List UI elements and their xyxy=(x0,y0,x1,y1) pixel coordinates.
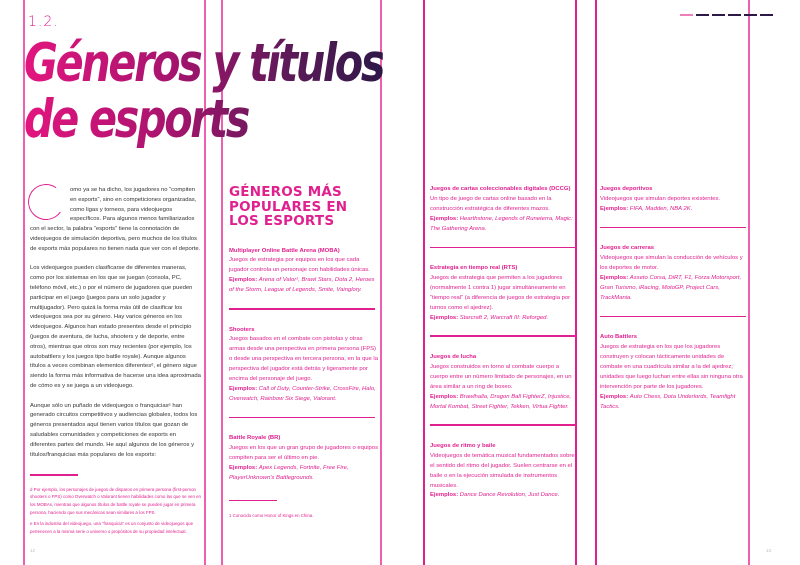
dropcap-c-icon xyxy=(25,181,67,223)
divider xyxy=(600,227,746,229)
page-number-right: 13 xyxy=(766,548,772,553)
divider xyxy=(600,316,746,318)
genre-entry-auto-battlers: Auto Battlers Juegos de estrategia en los que los jugadores construyen y colocan tácticamente unidades de combate en una cuadrícula similar a la del ajedrez; unidades que luego luchan entre ellas sin ninguna otra intervención por parte de los jugadores. Ejemplos: Auto Chess, Dota Underlords, Teamfight Tactics. xyxy=(600,334,743,410)
intro-paragraph: omo ya se ha dicho, los jugadores no “compiten en esports”, sino en competiciones organizadas, como ligas y torneos, para videojuegos específicos. Para algunos menos familiarizados con el sector, la palabra “esports” tiene la connotación de videojuegos de simulación deportiva, pero muchos de los títulos de esports más populares no tienen nada que ver con el deporte. xyxy=(30,186,202,255)
footnote-e: e En la industria del videojuego, una “franquicia” es un conjunto de videojuegos que pertenecen a la misma serie o universo o propósitos de su propiedad intelectual. xyxy=(30,521,194,534)
intro-paragraph: Los videojuegos pueden clasificarse de diferentes maneras, como por los sistemas en los que se juegan (consola, PC, teléfono móvil, etc.) o por el número de jugadores que pueden participar en el juego (juegos para un solo jugador y multijugador). Pero quizá la forma más útil de clasificar los videojuegos sea por su género. Hay varios géneros en los videojuegos. Algunos han estado presentes desde el principio (juegos de aventura, de lucha, shooters y de deporte, entre otros), mientras que otros son muy recientes (por ejemplo, los autobattlers y los juegos tipo battle royale). Aunque algunos títulos a veces combinan elementos diferentesᵈ, el género sigue siendo la forma más informativa de hacerse una idea aproximada de cómo es y se juega a un videojuego. xyxy=(30,265,201,389)
genres-column-2 xyxy=(430,185,578,501)
genre-entry-fighting: Juegos de lucha Juegos construidos en torno al combate cuerpo a cuerpo entre un número limitado de personajes, en un área similar a un ring de boxeo. Ejemplos: Brawlhalla, Dragon Ball FighterZ, Injustice, Mortal Kombat, Street Fighter, Tekken, Virtua Fighter. xyxy=(430,353,572,410)
genres-column-1 xyxy=(229,185,379,521)
decorative-dashes xyxy=(680,14,773,16)
divider xyxy=(430,424,576,426)
divider xyxy=(430,247,576,249)
genre-entry-shooters: Shooters Juegos basados en el combate con pistolas y otras armas desde una perspectiva en primera persona (FPS) o desde una perspectiva en tercera persona, en la que la perspectiva del jugador está detrás y ligeramente por encima del personaje del juego. Ejemplos: Call of Duty, Counter-Strike, CrossFire, Halo, Overwatch, Rainbow Six Siege, Valorant. xyxy=(229,326,379,402)
guide-line xyxy=(748,0,750,565)
intro-column xyxy=(30,186,202,539)
divider xyxy=(229,308,375,310)
divider xyxy=(229,417,375,419)
intro-paragraph: Aunque sólo un puñado de videojuegos o franquiciasᵉ han generado circuitos competitivos y audiencias globales, todos los géneros presentados aquí tienen varios títulos que gozan de saludables comunidades y competiciones de esports en diferentes partes del mundo. He aquí algunos de los géneros y títulos/franquicias más populares de los esports: xyxy=(30,402,198,458)
genre-entry-rhythm: Juegos de ritmo y baile Videojuegos de temática musical fundamentados sobre el sentido del ritmo del jugador. Suelen centrarse en el baile o en la ejecución simulada de instrumentos musicales. Ejemplos: Dance Dance Revolution, Just Dance. xyxy=(430,442,575,499)
genre-entry-sports: Juegos deportivos Videojuegos que simulan deportes existentes. Ejemplos: FIFA, Madden, NBA 2K. xyxy=(600,186,721,212)
genre-entry-dccg: Juegos de cartas coleccionables digitales (DCCG) Un tipo de juego de cartas online basado en la construcción estratégica de diferentes mazos. Ejemplos: Hearthstone, Legends of Runeterra, Magic: The Gathering Arena. xyxy=(430,186,573,232)
footnote-divider xyxy=(30,474,78,476)
genre-entry-moba: Multiplayer Online Battle Arena (MOBA) Juegos de estrategia por equipos en los que cada jugador controla un personaje con habilidades únicas. Ejemplos: Arena of Valor¹, Brawl Stars, Dota 2, Heroes of the Storm, League of Legends, Smite, Vainglory. xyxy=(229,247,375,294)
footnote-divider xyxy=(229,500,277,502)
genres-heading: GÉNEROS MÁS POPULARES EN LOS ESPORTS xyxy=(229,184,348,229)
genres-column-3 xyxy=(600,185,746,412)
genre-entry-racing: Juegos de carreras Videojuegos que simulan la conducción de vehículos y los deportes de motor. Ejemplos: Asseto Corsa, DiRT, F1, Forza Motorsport, Gran Turismo, iRacing, MotoGP, Project Cars, TrackMania. xyxy=(600,245,743,301)
guide-line xyxy=(595,0,597,565)
page-number-left: 12 xyxy=(30,548,36,553)
section-number: 1.2. xyxy=(28,14,59,30)
page-title xyxy=(24,33,384,150)
footnote-1: 1 Conocido como Honor of Kings en China. xyxy=(229,513,314,519)
title-line-2: de esports xyxy=(24,89,249,150)
divider xyxy=(430,335,576,337)
genre-entry-battle-royale: Battle Royale (BR) Juegos en los que un gran grupo de jugadores o equipos compiten para ser el último en pie. Ejemplos: Apex Legends, Fortnite, Free Fire, PlayerUnknown's Battlegrounds. xyxy=(229,435,379,481)
guide-line xyxy=(423,0,425,565)
title-line-1: Géneros y títulos xyxy=(24,33,384,94)
genre-entry-rts: Estrategia en tiempo real (RTS) Juegos de estrategia que permiten a los jugadores (normalmente 1 contra 1) jugar simultáneamente en “tiempo real” (a diferencia de juegos de estrategia por turnos como el ajedrez). Ejemplos: Starcraft 2, Warcraft III: Reforged. xyxy=(430,265,571,321)
footnote-d: d Por ejemplo, los personajes de juegos de disparos en primera persona (first-person shooters o FPS) como Overwatch o Valorant tienen habilidades como las que se ven en los MOBAs, mientras que algunos títulos de battle royale se pueden jugar en primera persona, haciendo que sus mecánicas sean similares a los FPS. xyxy=(30,486,202,515)
